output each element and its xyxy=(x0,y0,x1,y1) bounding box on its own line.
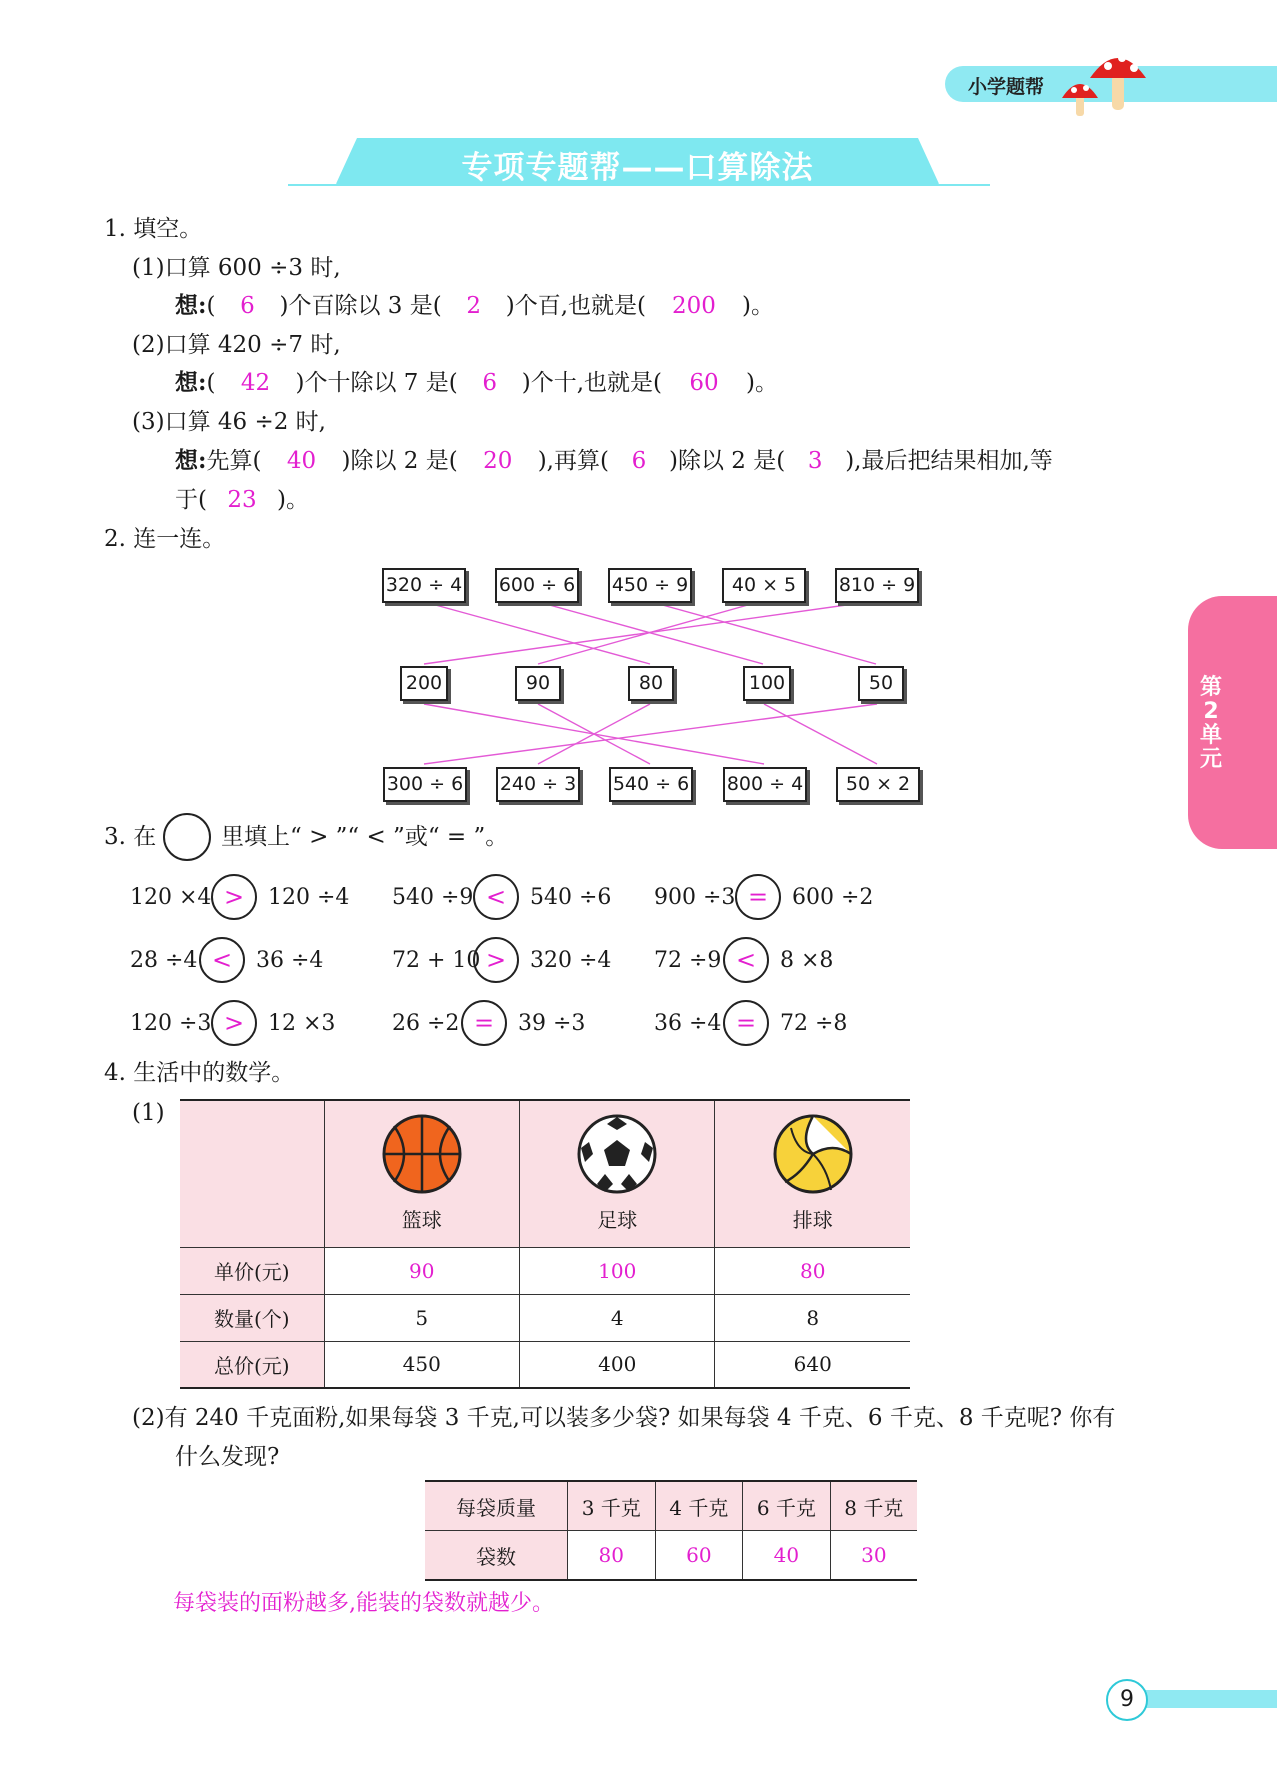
expr-box[interactable]: 600 ÷ 6 xyxy=(495,568,579,603)
compare-circle[interactable]: > xyxy=(473,937,519,983)
text: 除以 2 是( xyxy=(677,448,786,474)
expr-box[interactable]: 320 ÷ 4 xyxy=(382,568,466,603)
compare-right: 72 ÷8 xyxy=(780,1011,848,1036)
q1-part2-think: 想:( 42 )个十除以 7 是( 6 )个十,也就是( 60 )。 xyxy=(175,369,778,396)
ball-name: 排球 xyxy=(792,1207,833,1232)
compare-circle[interactable]: = xyxy=(461,1000,507,1046)
compare-right: 540 ÷6 xyxy=(530,885,612,910)
q1-heading: 1. 填空。 xyxy=(104,216,203,242)
answer: 200 xyxy=(672,293,716,319)
compare-right: 36 ÷4 xyxy=(256,948,324,973)
compare-left: 36 ÷4 xyxy=(654,1011,722,1036)
bag-header-cell: 8 千克 xyxy=(830,1481,917,1531)
think-label: 想: xyxy=(175,369,207,396)
compare-circle[interactable]: < xyxy=(473,874,519,920)
row-label: 总价(元) xyxy=(180,1341,324,1388)
ball-cell xyxy=(520,1100,715,1247)
compare-left: 26 ÷2 xyxy=(392,1011,460,1036)
compare-right: 39 ÷3 xyxy=(518,1011,586,1036)
compare-left: 28 ÷4 xyxy=(130,948,198,973)
ball-cell xyxy=(324,1100,519,1247)
compare-circle[interactable]: > xyxy=(211,1000,257,1046)
text: 个十,也就是( xyxy=(530,370,662,396)
compare-right: 12 ×3 xyxy=(268,1011,336,1036)
answer: 42 xyxy=(240,370,271,396)
text: 个百除以 3 是( xyxy=(288,293,442,319)
bag-cell: 40 xyxy=(743,1531,831,1581)
table-cell: 640 xyxy=(715,1341,910,1388)
compare-circle[interactable]: > xyxy=(211,874,257,920)
page-number-bar xyxy=(1140,1690,1277,1708)
compare-circle[interactable]: = xyxy=(723,1000,769,1046)
table-cell: 90 xyxy=(324,1247,519,1294)
q1-part3-label: (3)口算 46 ÷2 时, xyxy=(132,409,326,435)
compare-left: 900 ÷3 xyxy=(654,885,736,910)
text: 再算( xyxy=(554,448,609,474)
table-cell: 4 xyxy=(520,1294,715,1341)
brand-label: 小学题帮 xyxy=(968,76,1045,98)
compare-left: 120 ÷3 xyxy=(130,1011,212,1036)
table-cell: 5 xyxy=(324,1294,519,1341)
q2-heading: 2. 连一连。 xyxy=(104,526,226,552)
text: 个百,也就是( xyxy=(514,293,646,319)
row-label: 数量(个) xyxy=(180,1294,324,1341)
q3-heading-post: 里填上“ > ”“ < ”或“ = ”。 xyxy=(221,824,509,850)
table-cell: 80 xyxy=(715,1247,910,1294)
circle-icon xyxy=(163,813,211,861)
bag-row-label: 袋数 xyxy=(425,1531,568,1581)
bag-header-label: 每袋质量 xyxy=(425,1481,568,1531)
compare-circle[interactable]: < xyxy=(723,937,769,983)
q4-heading: 4. 生活中的数学。 xyxy=(104,1060,295,1086)
q4-part1-label: (1) xyxy=(132,1100,165,1126)
think-label: 想: xyxy=(175,292,207,319)
answer: 3 xyxy=(807,448,823,474)
compare-left: 120 ×4 xyxy=(130,885,212,910)
answer: 6 xyxy=(482,370,498,396)
bag-cell: 80 xyxy=(568,1531,656,1581)
q4-part2-line2: 什么发现? xyxy=(175,1444,280,1470)
row-label: 单价(元) xyxy=(180,1247,324,1294)
expr-box[interactable]: 810 ÷ 9 xyxy=(835,568,919,603)
q1-part2-label: (2)口算 420 ÷7 时, xyxy=(132,332,341,358)
value-box[interactable]: 90 xyxy=(515,666,561,701)
answer: 23 xyxy=(227,487,257,513)
page-number: 9 xyxy=(1106,1679,1148,1721)
expr-box[interactable]: 540 ÷ 6 xyxy=(609,767,693,802)
ball-cell xyxy=(715,1100,910,1247)
think-label: 想: xyxy=(175,447,207,474)
compare-right: 320 ÷4 xyxy=(530,948,612,973)
bag-header-cell: 4 千克 xyxy=(655,1481,743,1531)
answer: 6 xyxy=(631,448,647,474)
table-cell: 450 xyxy=(324,1341,519,1388)
bag-header-cell: 6 千克 xyxy=(743,1481,831,1531)
value-box[interactable]: 200 xyxy=(400,666,448,701)
page-title: 专项专题帮——口算除法 xyxy=(461,150,814,186)
compare-left: 540 ÷9 xyxy=(392,885,474,910)
answer: 2 xyxy=(466,293,482,319)
value-box[interactable]: 80 xyxy=(628,666,674,701)
text: 除以 2 是( xyxy=(350,448,458,474)
q1-part3-end: 于( 23 )。 xyxy=(175,487,309,513)
basketball-icon xyxy=(380,1112,464,1196)
answer: 60 xyxy=(689,370,719,396)
expr-box[interactable]: 300 ÷ 6 xyxy=(383,767,467,802)
expr-box[interactable]: 40 × 5 xyxy=(722,568,806,603)
table-cell: 8 xyxy=(715,1294,910,1341)
table-cell: 100 xyxy=(520,1247,715,1294)
compare-right: 600 ÷2 xyxy=(792,885,874,910)
bag-cell: 30 xyxy=(830,1531,917,1581)
text: 个十除以 7 是( xyxy=(304,370,458,396)
corner-cell xyxy=(180,1100,324,1247)
volleyball-icon xyxy=(771,1112,855,1196)
text: 最后把结果相加,等 xyxy=(861,448,1053,474)
q1-part1-label: (1)口算 600 ÷3 时, xyxy=(132,255,341,281)
compare-left: 72 + 10 xyxy=(392,948,481,973)
expr-box[interactable]: 50 × 2 xyxy=(836,767,920,802)
value-box[interactable]: 100 xyxy=(743,666,791,701)
text: 于( xyxy=(175,487,207,513)
expr-box[interactable]: 450 ÷ 9 xyxy=(608,568,692,603)
compare-right: 8 ×8 xyxy=(780,948,834,973)
compare-right: 120 ÷4 xyxy=(268,885,350,910)
expr-box[interactable]: 240 ÷ 3 xyxy=(496,767,580,802)
ball-name: 足球 xyxy=(597,1207,638,1232)
finding-answer: 每袋装的面粉越多,能装的袋数就越少。 xyxy=(173,1591,554,1616)
answer: 6 xyxy=(240,293,255,319)
ball-name: 篮球 xyxy=(401,1207,442,1232)
compare-circle[interactable]: = xyxy=(735,874,781,920)
bag-cell: 60 xyxy=(655,1531,743,1581)
table-cell: 400 xyxy=(520,1341,715,1388)
q1-part1-think: 想:( 6 )个百除以 3 是( 2 )个百,也就是( 200 )。 xyxy=(175,292,774,319)
compare-left: 72 ÷9 xyxy=(654,948,722,973)
unit-label: 第2单元 xyxy=(1199,675,1222,772)
text: 先算( xyxy=(206,448,262,474)
bag-table xyxy=(425,1480,917,1581)
answer: 20 xyxy=(483,448,513,474)
expr-box[interactable]: 800 ÷ 4 xyxy=(723,767,807,802)
q1-part3-think: 想:先算( 40 )除以 2 是( 20 ),再算( 6 )除以 2 是( 3 ),最后把结果相加,等 xyxy=(175,447,1053,474)
bag-header-cell: 3 千克 xyxy=(568,1481,656,1531)
price-table xyxy=(180,1099,910,1389)
q3-heading-pre: 3. 在 xyxy=(104,824,157,850)
answer: 40 xyxy=(286,448,317,474)
q4-part2-line1: (2)有 240 千克面粉,如果每袋 3 千克,可以装多少袋? 如果每袋 4 千克、6 千克、8 千克呢? 你有 xyxy=(132,1405,1116,1431)
compare-circle[interactable]: < xyxy=(199,937,245,983)
value-box[interactable]: 50 xyxy=(858,666,904,701)
soccer-ball-icon xyxy=(575,1112,659,1196)
